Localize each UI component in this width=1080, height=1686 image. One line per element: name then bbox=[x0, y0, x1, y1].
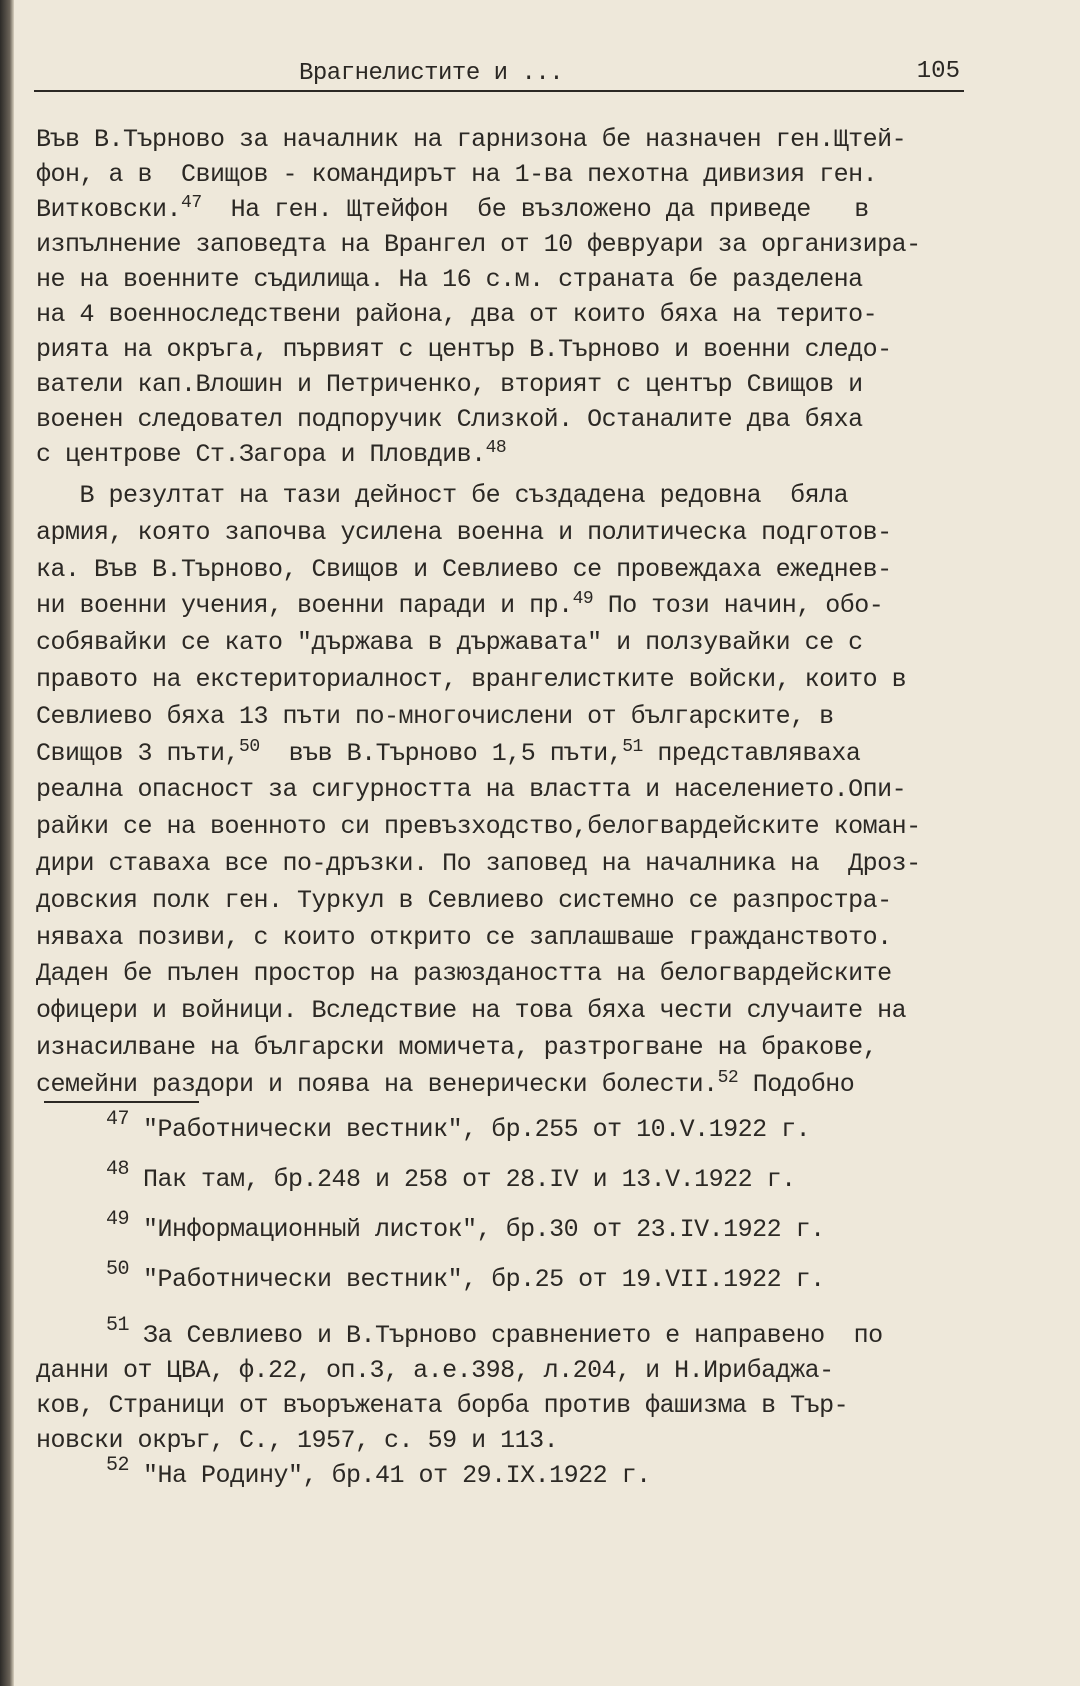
footnote-number: 50 bbox=[106, 1258, 130, 1281]
text-segment: ватели кап.Влошин и Петриченко, вторият с център Свищов и bbox=[36, 370, 863, 399]
footnote-reference: 51 bbox=[622, 736, 643, 757]
text-line bbox=[36, 699, 1046, 736]
text-segment: Даден бе пълен простор на разюздаността на белогвардейските bbox=[36, 959, 892, 989]
text-segment: военен следовател подпоручик Слизкой. Останалите два бяха bbox=[36, 405, 863, 434]
footnote-text: "Работнически вестник", бр.25 от 19.VII.1922 г. bbox=[143, 1265, 825, 1294]
text-line bbox=[36, 332, 1046, 367]
footnote-number: 51 bbox=[106, 1314, 130, 1337]
footnote-number: 48 bbox=[106, 1158, 130, 1181]
text-segment: семейни раздори и поява на венерически болести. bbox=[36, 1069, 718, 1099]
footnote-separator bbox=[44, 1101, 199, 1103]
footnote-51 bbox=[36, 1314, 1036, 1356]
text-segment: правото на екстериториалност, врангелистките войски, които в bbox=[36, 664, 907, 694]
text-line bbox=[36, 883, 1046, 920]
text-segment: В резултат на тази дейност бе създадена редовна бяла bbox=[36, 481, 849, 510]
text-line bbox=[36, 515, 1046, 552]
text-segment: рията на окръга, първият с център В.Търново и военни следо- bbox=[36, 335, 892, 364]
footnote-52 bbox=[36, 1454, 1036, 1496]
text-line bbox=[36, 402, 1046, 437]
text-segment: ка. Във В.Търново, Свищов и Севлиево се провеждаха ежеднев- bbox=[36, 554, 892, 584]
text-line bbox=[36, 1030, 1046, 1067]
text-line bbox=[36, 662, 1046, 699]
text-line bbox=[36, 920, 1046, 957]
text-line bbox=[36, 736, 1046, 773]
text-segment: с центрове Ст.Загора и Пловдив. bbox=[36, 440, 486, 469]
text-line bbox=[36, 772, 1046, 809]
running-title: Врагнелистите и ... bbox=[299, 60, 564, 87]
text-segment: довския полк ген. Туркул в Севлиево системно се разпростра- bbox=[36, 885, 892, 915]
text-segment: собявайки се като "държава в държавата" и ползувайки се с bbox=[36, 628, 863, 658]
text-segment: фон, а в Свищов - командирът на 1-ва пехотна дивизия ген. bbox=[36, 160, 878, 189]
body-text bbox=[36, 122, 1046, 1104]
text-segment: По този начин, обо- bbox=[593, 591, 884, 621]
footnote-reference: 50 bbox=[239, 736, 260, 757]
text-line bbox=[36, 437, 1046, 472]
text-segment: изпълнение заповедта на Врангел от 10 февруари за организира- bbox=[36, 230, 921, 259]
text-segment: няваха позиви, с които открито се заплашваше гражданството. bbox=[36, 922, 892, 952]
text-line bbox=[36, 478, 1046, 515]
footnote-text: новски окръг, С., 1957, с. 59 и 113. bbox=[36, 1426, 559, 1455]
text-segment: Свищов 3 пъти, bbox=[36, 738, 240, 768]
scan-page-edge bbox=[0, 0, 14, 1686]
text-segment: дири ставаха все по-дръзки. По заповед на началника на Дроз- bbox=[36, 848, 921, 878]
footnote-text: Пак там, бр.248 и 258 от 28.IV и 13.V.1922 г. bbox=[143, 1165, 796, 1194]
footnote-text: "На Родину", бр.41 от 29.IX.1922 г. bbox=[143, 1461, 651, 1490]
text-line bbox=[36, 122, 1046, 157]
text-segment: Във В.Търново за началник на гарнизона бе назначен ген.Щтей- bbox=[36, 125, 907, 154]
text-segment: изнасилване на български момичета, разтрогване на бракове, bbox=[36, 1032, 878, 1062]
footnote-50 bbox=[36, 1258, 1036, 1300]
text-segment: във В.Търново 1,5 пъти, bbox=[259, 738, 623, 768]
footnote-text: ков, Страници от въоръжената борба против фашизма в Тър- bbox=[36, 1391, 849, 1420]
text-segment: Витковски. bbox=[36, 195, 182, 224]
footnote-47 bbox=[36, 1108, 1036, 1150]
text-line bbox=[36, 956, 1046, 993]
text-line bbox=[36, 809, 1046, 846]
footnote-reference: 47 bbox=[181, 193, 202, 213]
footnote-text: данни от ЦВА, ф.22, оп.3, а.е.398, л.204, и Н.Ирибаджа- bbox=[36, 1356, 834, 1385]
footnote-51-cont bbox=[36, 1388, 1036, 1424]
text-segment: на 4 военноследствени района, два от които бяха на терито- bbox=[36, 300, 878, 329]
text-line bbox=[36, 297, 1046, 332]
text-segment: представляваха bbox=[642, 738, 861, 768]
text-segment: ни военни учения, военни паради и пр. bbox=[36, 591, 573, 621]
footnote-reference: 49 bbox=[572, 589, 594, 610]
text-segment: На ген. Щтейфон бе възложено да приведе в bbox=[201, 195, 869, 224]
page-number: 105 bbox=[916, 58, 960, 85]
footnote-51-cont bbox=[36, 1423, 1036, 1459]
text-line bbox=[36, 993, 1046, 1030]
text-line bbox=[36, 262, 1046, 297]
footnote-reference: 48 bbox=[485, 438, 507, 458]
text-segment: армия, която започва усилена военна и политическа подготов- bbox=[36, 517, 892, 547]
footnote-49 bbox=[36, 1208, 1036, 1250]
text-segment: Севлиево бяха 13 пъти по-многочислени от българските, в bbox=[36, 701, 834, 731]
footnote-number: 52 bbox=[106, 1454, 130, 1477]
text-segment: райки се на военното си превъзходство,белогвардейските коман- bbox=[36, 812, 921, 842]
text-line bbox=[36, 227, 1046, 262]
text-line bbox=[36, 367, 1046, 402]
text-line bbox=[36, 846, 1046, 883]
text-segment: Подобно bbox=[738, 1069, 855, 1099]
footnote-48 bbox=[36, 1158, 1036, 1200]
text-segment: офицери и войници. Вследствие на това бяха чести случаите на bbox=[36, 996, 907, 1026]
text-segment: не на военните съдилища. На 16 с.м. страната бе разделена bbox=[36, 265, 863, 294]
footnote-number: 49 bbox=[106, 1208, 130, 1231]
text-line bbox=[36, 157, 1046, 192]
text-line bbox=[36, 192, 1046, 227]
text-line bbox=[36, 552, 1046, 589]
footnote-text: "Информационный листок", бр.30 от 23.IV.1922 г. bbox=[143, 1215, 825, 1244]
footnote-51-cont bbox=[36, 1353, 1036, 1389]
footnote-number: 47 bbox=[106, 1108, 130, 1131]
text-segment: реална опасност за сигурността на властта и населението.Опи- bbox=[36, 775, 907, 805]
footnote-text: За Севлиево и В.Търново сравнението е направено по bbox=[143, 1321, 883, 1350]
text-line bbox=[36, 1067, 1046, 1104]
footnote-text: "Работнически вестник", бр.255 от 10.V.1922 г. bbox=[143, 1115, 811, 1144]
footnote-reference: 52 bbox=[717, 1067, 739, 1088]
running-header bbox=[34, 58, 964, 92]
text-line bbox=[36, 625, 1046, 662]
text-line bbox=[36, 588, 1046, 625]
